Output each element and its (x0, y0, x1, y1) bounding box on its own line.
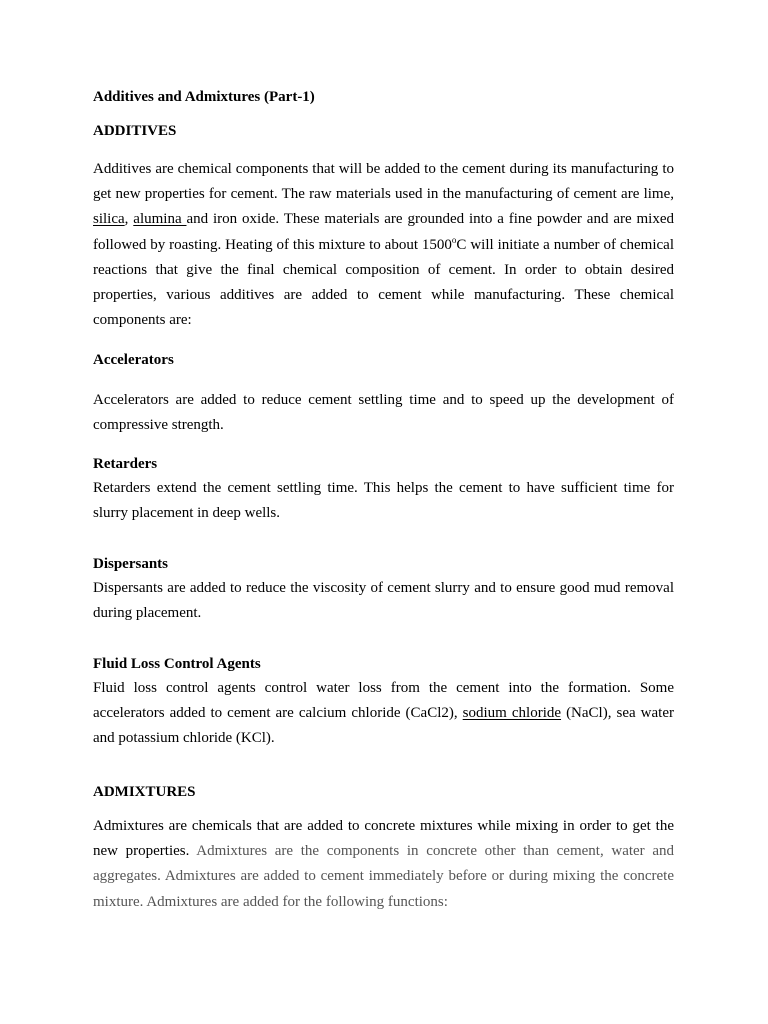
fluid-loss-text-1: Fluid loss control agents control water loss from the cement into the formation. Some accelerators added to cement are calcium chloride (CaCl2), (93, 680, 674, 722)
fluid-loss-text-2: (NaCl), sea water and potassium chloride (KCl). (93, 705, 674, 747)
admixtures-text-2: Admixtures are the components in concrete other than cement, water and aggregates. Admixtures are added to cement immediately before or during mixing the concrete mixture. Admixtures are added for the following functions: (93, 843, 674, 910)
sodium-chloride-link[interactable]: sodium chloride (462, 705, 562, 722)
degree-superscript: o (451, 234, 457, 245)
retarders-heading: Retarders (93, 456, 158, 472)
additives-heading: ADDITIVES (93, 123, 177, 139)
additives-intro-paragraph (93, 157, 674, 333)
admixtures-paragraph (93, 814, 674, 915)
accelerators-heading: Accelerators (93, 352, 174, 368)
fluid-loss-paragraph (93, 676, 674, 752)
alumina-link[interactable]: alumina (133, 211, 187, 228)
document-title: Additives and Admixtures (Part-1) (93, 89, 315, 105)
retarders-paragraph: Retarders extend the cement settling time. This helps the cement to have sufficient time for slurry placement in deep wells. (93, 480, 674, 522)
silica-link[interactable]: silica (93, 211, 125, 228)
dispersants-paragraph: Dispersants are added to reduce the viscosity of cement slurry and to ensure good mud removal during placement. (93, 580, 674, 622)
intro-text-4: C will initiate a number of chemical reactions that give the final chemical composition of cement. In order to obtain desired properties, various additives are added to cement while manufacturing. These chemical components are: (93, 236, 674, 329)
admixtures-text-1: Admixtures are chemicals that are added to concrete mixtures while mixing in order to get the new properties. (93, 818, 674, 860)
intro-text-2: , (124, 211, 134, 228)
accelerators-paragraph: Accelerators are added to reduce cement settling time and to speed up the development of compressive strength. (93, 392, 674, 434)
intro-text-1: Additives are chemical components that will be added to the cement during its manufacturing to get new properties for cement. The raw materials used in the manufacturing of cement are lime, (93, 161, 674, 203)
intro-text-3: and iron oxide. These materials are grounded into a fine powder and are mixed followed by roasting. Heating of this mixture to about 1500 (93, 211, 674, 253)
admixtures-heading: ADMIXTURES (93, 784, 196, 800)
dispersants-heading: Dispersants (93, 556, 169, 572)
fluid-loss-heading: Fluid Loss Control Agents (93, 656, 261, 672)
